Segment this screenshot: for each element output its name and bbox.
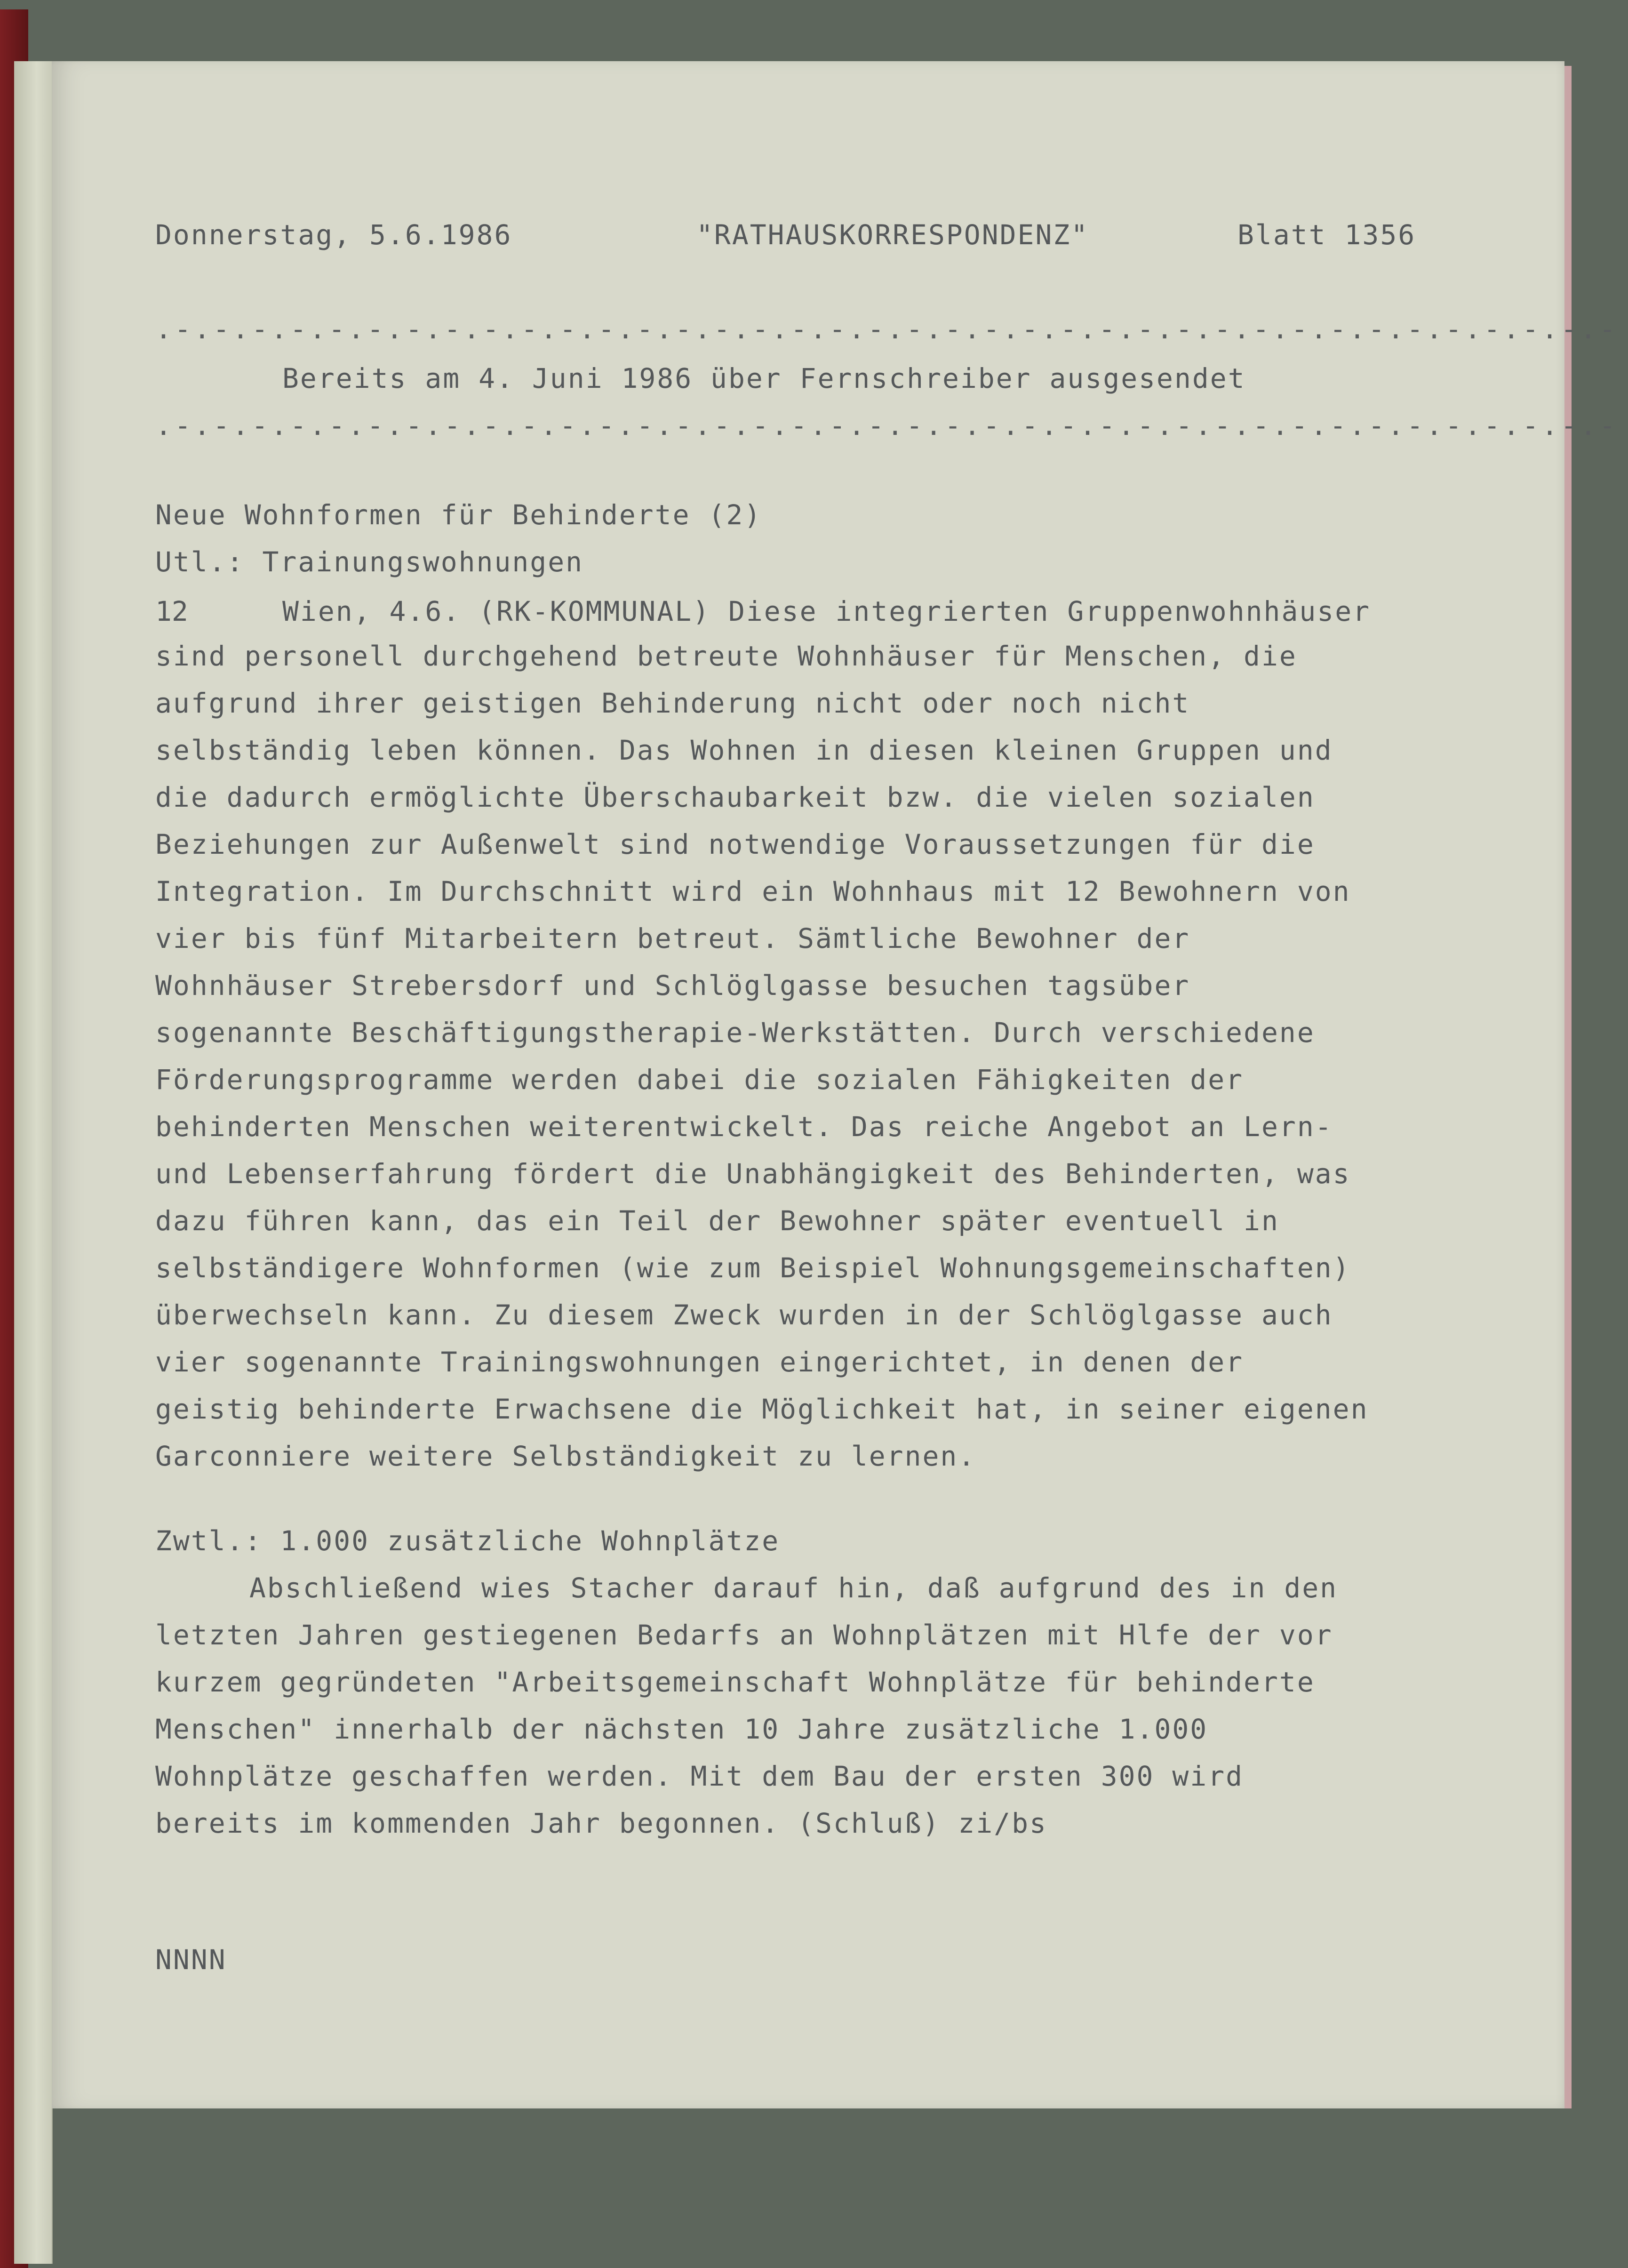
separator-top: .-.-.-.-.-.-.-.-.-.-.-.-.-.-.-.-.-.-.-.-.-.-.-.-.-.-.-.-.-.-.-.-.-.-.-.-.-.- bbox=[155, 313, 1619, 345]
header-date: Donnerstag, 5.6.1986 bbox=[155, 219, 512, 251]
body-line: und Lebenserfahrung fördert die Unabhängigkeit des Behinderten, was bbox=[155, 1158, 1351, 1190]
body-line: überwechseln kann. Zu diesem Zweck wurden in der Schlöglgasse auch bbox=[155, 1299, 1333, 1331]
para2-line: bereits im kommenden Jahr begonnen. (Schluß) zi/bs bbox=[155, 1807, 1047, 1839]
body-line: dazu führen kann, das ein Teil der Bewohner später eventuell in bbox=[155, 1205, 1279, 1237]
article-first-line: Wien, 4.6. (RK-KOMMUNAL) Diese integrierten Gruppenwohnhäuser bbox=[282, 595, 1371, 627]
body-line: vier sogenannte Trainingswohnungen eingerichtet, in denen der bbox=[155, 1346, 1244, 1378]
body-line: behinderten Menschen weiterentwickelt. Das reiche Angebot an Lern- bbox=[155, 1111, 1333, 1143]
body-line: selbständigere Wohnformen (wie zum Beispiel Wohnungsgemeinschaften) bbox=[155, 1252, 1351, 1284]
article-subtitle-2: Zwtl.: 1.000 zusätzliche Wohnplätze bbox=[155, 1525, 780, 1557]
body-line: Integration. Im Durchschnitt wird ein Wohnhaus mit 12 Bewohnern von bbox=[155, 875, 1351, 907]
para2-line: letzten Jahren gestiegenen Bedarfs an Wohnplätzen mit Hlfe der vor bbox=[155, 1619, 1333, 1651]
body-line: selbständig leben können. Das Wohnen in diesen kleinen Gruppen und bbox=[155, 734, 1333, 766]
article-subtitle: Utl.: Trainungswohnungen bbox=[155, 546, 584, 578]
body-line: sogenannte Beschäftigungstherapie-Werkstätten. Durch verschiedene bbox=[155, 1017, 1315, 1049]
body-line: aufgrund ihrer geistigen Behinderung nicht oder noch nicht bbox=[155, 687, 1190, 719]
article-number: 12 bbox=[155, 595, 188, 627]
end-mark: NNNN bbox=[155, 1944, 227, 1976]
para2-line: kurzem gegründeten "Arbeitsgemeinschaft Wohnplätze für behinderte bbox=[155, 1666, 1315, 1698]
article-title: Neue Wohnformen für Behinderte (2) bbox=[155, 499, 762, 531]
body-line: Wohnhäuser Strebersdorf und Schlöglgasse besuchen tagsüber bbox=[155, 970, 1190, 1002]
body-line: Beziehungen zur Außenwelt sind notwendige Voraussetzungen für die bbox=[155, 828, 1315, 860]
body-line: sind personell durchgehend betreute Wohnhäuser für Menschen, die bbox=[155, 640, 1297, 672]
transmission-notice: Bereits am 4. Juni 1986 über Fernschreiber ausgesendet bbox=[282, 362, 1246, 394]
para2-line: Wohnplätze geschaffen werden. Mit dem Bau der ersten 300 wird bbox=[155, 1760, 1244, 1792]
para2-line: Menschen" innerhalb der nächsten 10 Jahre zusätzliche 1.000 bbox=[155, 1713, 1208, 1745]
body-line: Garconniere weitere Selbständigkeit zu lernen. bbox=[155, 1440, 976, 1472]
header-sheet-number: Blatt 1356 bbox=[1237, 219, 1416, 251]
separator-bottom: .-.-.-.-.-.-.-.-.-.-.-.-.-.-.-.-.-.-.-.-.-.-.-.-.-.-.-.-.-.-.-.-.-.-.-.-.-.- bbox=[155, 409, 1619, 441]
body-line: die dadurch ermöglichte Überschaubarkeit bzw. die vielen sozialen bbox=[155, 781, 1315, 813]
body-line: geistig behinderte Erwachsene die Möglichkeit hat, in seiner eigenen bbox=[155, 1393, 1369, 1425]
para2-first-line: Abschließend wies Stacher darauf hin, daß aufgrund des in den bbox=[249, 1572, 1338, 1604]
body-line: Förderungsprogramme werden dabei die sozialen Fähigkeiten der bbox=[155, 1064, 1244, 1096]
body-line: vier bis fünf Mitarbeitern betreut. Sämtliche Bewohner der bbox=[155, 922, 1190, 954]
header-publication: "RATHAUSKORRESPONDENZ" bbox=[696, 219, 1089, 251]
facing-page-edge bbox=[14, 61, 53, 2264]
